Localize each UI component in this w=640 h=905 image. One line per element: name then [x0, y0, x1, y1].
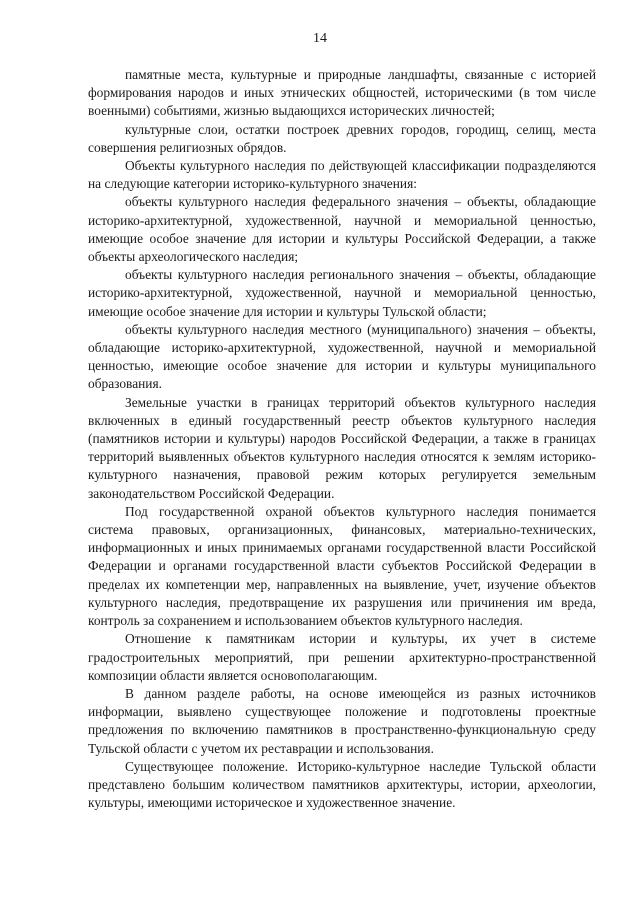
paragraph-state-protection: Под государственной охраной объектов культурного наследия понимается система правовых, организационных, финансовых, материально-технических, информационных и иных принимаемых органами государственной власти Российской Федерации и органами государственной власти субъектов Российской Федерации в пределах их компетенции мер, направленных на выявление, учет, изучение объектов культурного наследия, предотвращение их разрушения или причинения им вреда, контроль за сохранением и использованием объектов культурного наследия.	[88, 503, 596, 629]
paragraph-land-plots: Земельные участки в границах территорий объектов культурного наследия включенных в единый государственный реестр объектов культурного наследия (памятников истории и культуры) народов Российской Федерации, а также в границах территорий выявленных объектов культурного наследия относятся к землям историко-культурного назначения, правовой режим которых регулируется земельным законодательством Российской Федерации.	[88, 394, 596, 501]
page-number: 14	[313, 31, 327, 46]
paragraph-regional-significance: объекты культурного наследия регионального значения – объекты, обладающие историко-архитектурной, художественной, научной и мемориальной ценностью, имеющие особое значение для истории и культуры Тульской области;	[88, 267, 596, 319]
document-body	[88, 66, 596, 812]
paragraph-memorial-places: памятные места, культурные и природные ландшафты, связанные с историей формирования народов и иных этнических общностей, историческими (в том числе военными) событиями, жизнью выдающихся исторических личностей;	[88, 67, 596, 119]
paragraph-cultural-layers: культурные слои, остатки построек древних городов, городищ, селищ, места совершения религиозных обрядов.	[88, 121, 596, 155]
paragraph-local-significance: объекты культурного наследия местного (муниципального) значения – объекты, обладающие историко-архитектурной, художественной, научной и мемориальной ценностью, имеющие особое значение для истории и культуры муниципального образования.	[88, 321, 596, 392]
paragraph-attitude-to-monuments: Отношение к памятникам истории и культуры, их учет в системе градостроительных мероприятий, при решении архитектурно-пространственной композиции области является основополагающим.	[88, 631, 596, 683]
paragraph-federal-significance: объекты культурного наследия федерального значения – объекты, обладающие историко-архитектурной, художественной, научной и мемориальной ценностью, имеющие особое значение для истории и культуры Российской Федерации, а также объекты археологического наследия;	[88, 194, 596, 265]
paragraph-existing-state: Существующее положение. Историко-культурное наследие Тульской области представлено большим количеством памятников архитектуры, истории, археологии, культуры, имеющими историческое и художественное значение.	[88, 758, 596, 811]
paragraph-classification: Объекты культурного наследия по действующей классификации подразделяются на следующие категории историко-культурного значения:	[88, 158, 596, 192]
paragraph-section-summary: В данном разделе работы, на основе имеющейся из разных источников информации, выявлено существующее положение и подготовлены проектные предложения по включению памятников в пространственно-функциональную среду Тульской области с учетом их реставрации и использования.	[88, 685, 596, 756]
